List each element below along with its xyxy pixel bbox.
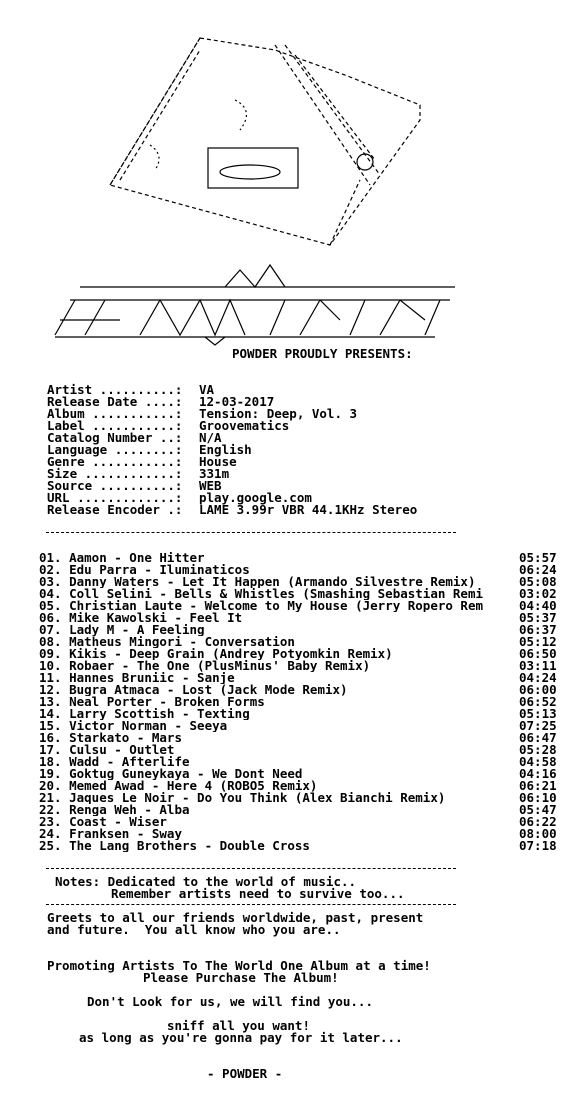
track-title: 23. Coast - Wiser <box>39 816 167 828</box>
track-title: 15. Victor Norman - Seeya <box>39 720 228 732</box>
track-duration: 05:37 <box>519 610 557 625</box>
info-label: Size ............: <box>47 466 183 481</box>
track-duration: 05:28 <box>519 742 557 757</box>
track-duration: 07:18 <box>519 838 557 853</box>
track-title: 24. Franksen - Sway <box>39 828 182 840</box>
track-title: 12. Bugra Atmaca - Lost (Jack Mode Remix) <box>39 684 348 696</box>
track-duration: 06:10 <box>519 790 557 805</box>
track-title: 13. Neal Porter - Broken Forms <box>39 696 265 708</box>
track-title: 06. Mike Kawolski - Feel It <box>39 612 243 624</box>
track-duration: 04:40 <box>519 598 557 613</box>
divider <box>46 904 456 905</box>
track-duration: 06:24 <box>519 562 557 577</box>
track-title: 01. Aamon - One Hitter <box>39 552 205 564</box>
info-label: Language ........: <box>47 442 183 457</box>
info-label: Release Date ....: <box>47 394 183 409</box>
track-title: 08. Matheus Mingori - Conversation <box>39 636 295 648</box>
track-title: 21. Jaques Le Noir - Do You Think (Alex Bianchi Remix) <box>39 792 446 804</box>
notes-line-2: Remember artists need to survive too... <box>111 886 405 901</box>
greets-line-1: Greets to all our friends worldwide, past, present <box>47 910 424 925</box>
track-title: 17. Culsu - Outlet <box>39 744 175 756</box>
info-value: 12-03-2017 <box>199 394 275 409</box>
info-value: WEB <box>199 478 222 493</box>
track-title: 07. Lady M - A Feeling <box>39 624 205 636</box>
promo-line-2: Please Purchase The Album! <box>143 970 339 985</box>
info-label: Catalog Number ..: <box>47 430 183 445</box>
info-value: 331m <box>199 466 230 481</box>
info-label: Album ...........: <box>47 406 183 421</box>
divider <box>46 868 456 869</box>
track-title: 04. Coll Selini - Bells & Whistles (Smashing Sebastian Remi <box>39 588 484 600</box>
info-value: play.google.com <box>199 490 312 505</box>
track-title: 16. Starkato - Mars <box>39 732 182 744</box>
sniff-line-2: as long as you're gonna pay for it later... <box>79 1030 403 1045</box>
info-value: N/A <box>199 430 222 445</box>
track-title: 03. Danny Waters - Let It Happen (Armando Silvestre Remix) <box>39 576 476 588</box>
track-title: 11. Hannes Bruniic - Sanje <box>39 672 235 684</box>
info-value: LAME 3.99r VBR 44.1KHz Stereo <box>199 502 418 517</box>
cassette-shape <box>208 148 298 188</box>
track-title: 25. The Lang Brothers - Double Cross <box>39 840 310 852</box>
footer-signature: - POWDER - <box>207 1066 283 1081</box>
track-duration: 06:52 <box>519 694 557 709</box>
track-duration: 05:08 <box>519 574 557 589</box>
track-duration: 06:50 <box>519 646 557 661</box>
info-value: Tension: Deep, Vol. 3 <box>199 406 358 421</box>
track-title: 20. Memed Awad - Here 4 (ROBO5 Remix) <box>39 780 318 792</box>
box-outline <box>110 38 420 245</box>
track-duration: 05:57 <box>519 550 557 565</box>
track-duration: 06:21 <box>519 778 557 793</box>
info-value: VA <box>199 382 215 397</box>
track-duration: 04:58 <box>519 754 557 769</box>
track-title: 10. Robaer - The One (PlusMinus' Baby Remix) <box>39 660 371 672</box>
track-title: 18. Wadd - Afterlife <box>39 756 190 768</box>
track-title: 19. Goktug Guneykaya - We Dont Need <box>39 768 303 780</box>
track-duration: 05:13 <box>519 706 557 721</box>
track-duration: 03:11 <box>519 658 557 673</box>
track-duration: 07:25 <box>519 718 557 733</box>
track-title: 22. Renga Weh - Alba <box>39 804 190 816</box>
track-duration: 06:22 <box>519 814 557 829</box>
track-title: 14. Larry Scottish - Texting <box>39 708 250 720</box>
greets-line-2: and future. You all know who you are.. <box>47 922 341 937</box>
info-value: Groovematics <box>199 418 290 433</box>
track-duration: 04:24 <box>519 670 557 685</box>
divider <box>46 532 456 533</box>
track-duration: 03:02 <box>519 586 557 601</box>
track-duration: 06:00 <box>519 682 557 697</box>
sniff-line-1: sniff all you want! <box>167 1018 310 1033</box>
info-label: Release Encoder .: <box>47 502 183 517</box>
info-value: English <box>199 442 252 457</box>
info-label: URL .............: <box>47 490 183 505</box>
track-duration: 05:47 <box>519 802 557 817</box>
dont-look-line: Don't Look for us, we will find you... <box>87 994 373 1009</box>
info-value: House <box>199 454 237 469</box>
ascii-art-logo <box>0 0 568 360</box>
track-title: 05. Christian Laute - Welcome to My House (Jerry Ropero Rem <box>39 600 484 612</box>
presents-line: POWDER PROUDLY PRESENTS: <box>232 346 413 361</box>
info-label: Label ...........: <box>47 418 183 433</box>
info-label: Genre ...........: <box>47 454 183 469</box>
info-label: Source ..........: <box>47 478 183 493</box>
track-title: 09. Kikis - Deep Grain (Andrey Potyomkin Remix) <box>39 648 393 660</box>
track-duration: 05:12 <box>519 634 557 649</box>
info-label: Artist ..........: <box>47 382 183 397</box>
track-duration: 08:00 <box>519 826 557 841</box>
track-duration: 06:47 <box>519 730 557 745</box>
track-duration: 06:37 <box>519 622 557 637</box>
promo-line-1: Promoting Artists To The World One Album at a time! <box>47 958 431 973</box>
notes-line-1: Notes: Dedicated to the world of music.. <box>55 874 357 889</box>
track-duration: 04:16 <box>519 766 557 781</box>
track-title: 02. Edu Parra - Iluminaticos <box>39 564 250 576</box>
